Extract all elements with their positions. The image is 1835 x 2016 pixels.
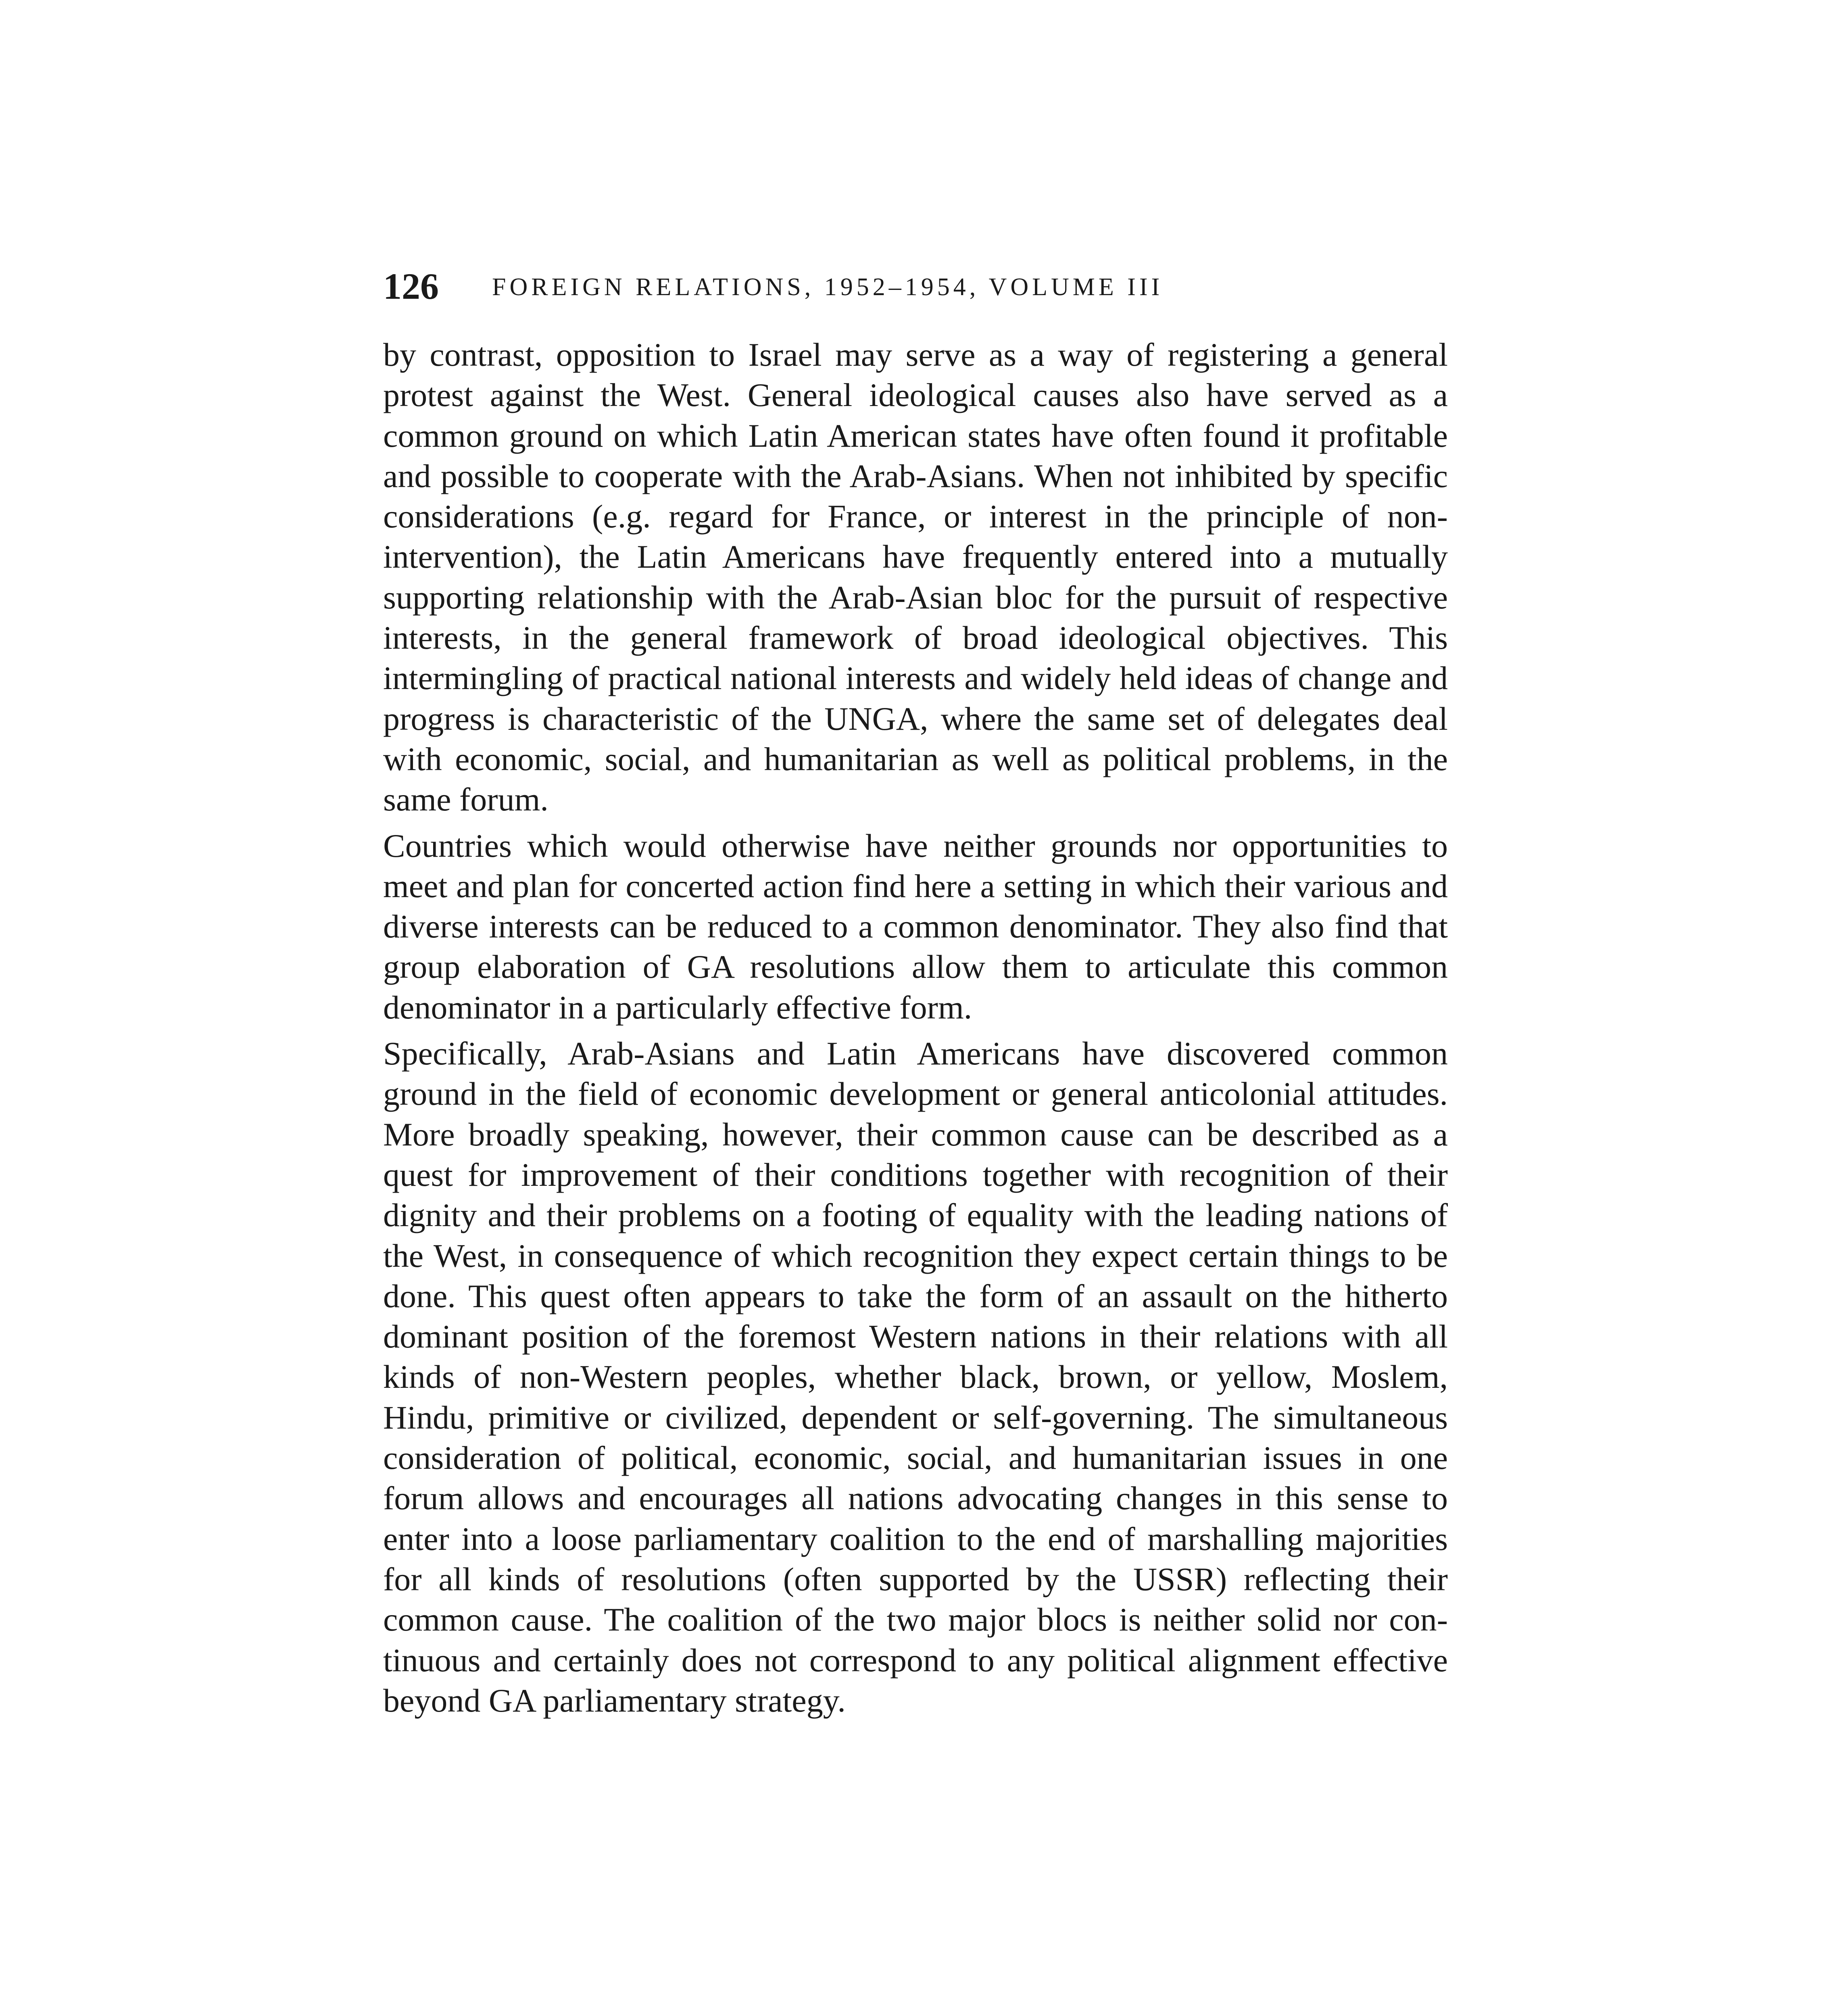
running-head-title: FOREIGN RELATIONS, 1952–1954, VOLUME III	[492, 273, 1164, 301]
body-text	[383, 335, 1448, 1727]
page-number: 126	[383, 266, 439, 307]
paragraph: Countries which would otherwise have neither grounds nor opportunities to meet and plan for concerted action find here a setting in which their various and diverse interests can be reduced to a common denominator. They also find that group elaboration of GA resolutions allow them to articulate this common denominator in a particularly effective form.	[383, 827, 1448, 1026]
running-head	[383, 262, 1448, 310]
paragraph: by contrast, opposition to Israel may serve as a way of registering a general protest against the West. General ideological causes also have served as a common ground on which Latin American states have often found it profitable and possible to cooperate with the Arab-Asians. When not inhibited by specific considerations (e.g. regard for France, or interest in the principle of non-intervention), the Latin Americans have frequently entered into a mutually supporting relationship with the Arab-Asian bloc for the pursuit of respective interests, in the general framework of broad ideological objectives. This intermingling of practical national interests and widely held ideas of change and progress is characteristic of the UNGA, where the same set of delegates deal with economic, social, and humanitarian as well as political problems, in the same forum.	[383, 336, 1448, 818]
paragraph: Specifically, Arab-Asians and Latin Americans have discovered common ground in the field of economic development or general anticolonial attitudes. More broadly speaking, however, their common cause can be described as a quest for improvement of their conditions together with recognition of their dignity and their problems on a footing of equality with the leading nations of the West, in consequence of which recognition they expect certain things to be done. This quest often appears to take the form of an assault on the hitherto dominant position of the foremost Western nations in their relations with all kinds of non-Western peoples, whether black, brown, or yellow, Moslem, Hindu, primitive or civilized, dependent or self-governing. The simultaneous consideration of political, economic, social, and humanitarian issues in one forum allows and encourages all nations advocating changes in this sense to enter into a loose parliamentary coalition to the end of marshalling majorities for all kinds of resolutions (often supported by the USSR) reflecting their common cause. The coalition of the two major blocs is neither solid nor continuous and certainly does not correspond to any political alignment effective beyond GA parliamentary strategy.	[383, 1035, 1448, 1719]
